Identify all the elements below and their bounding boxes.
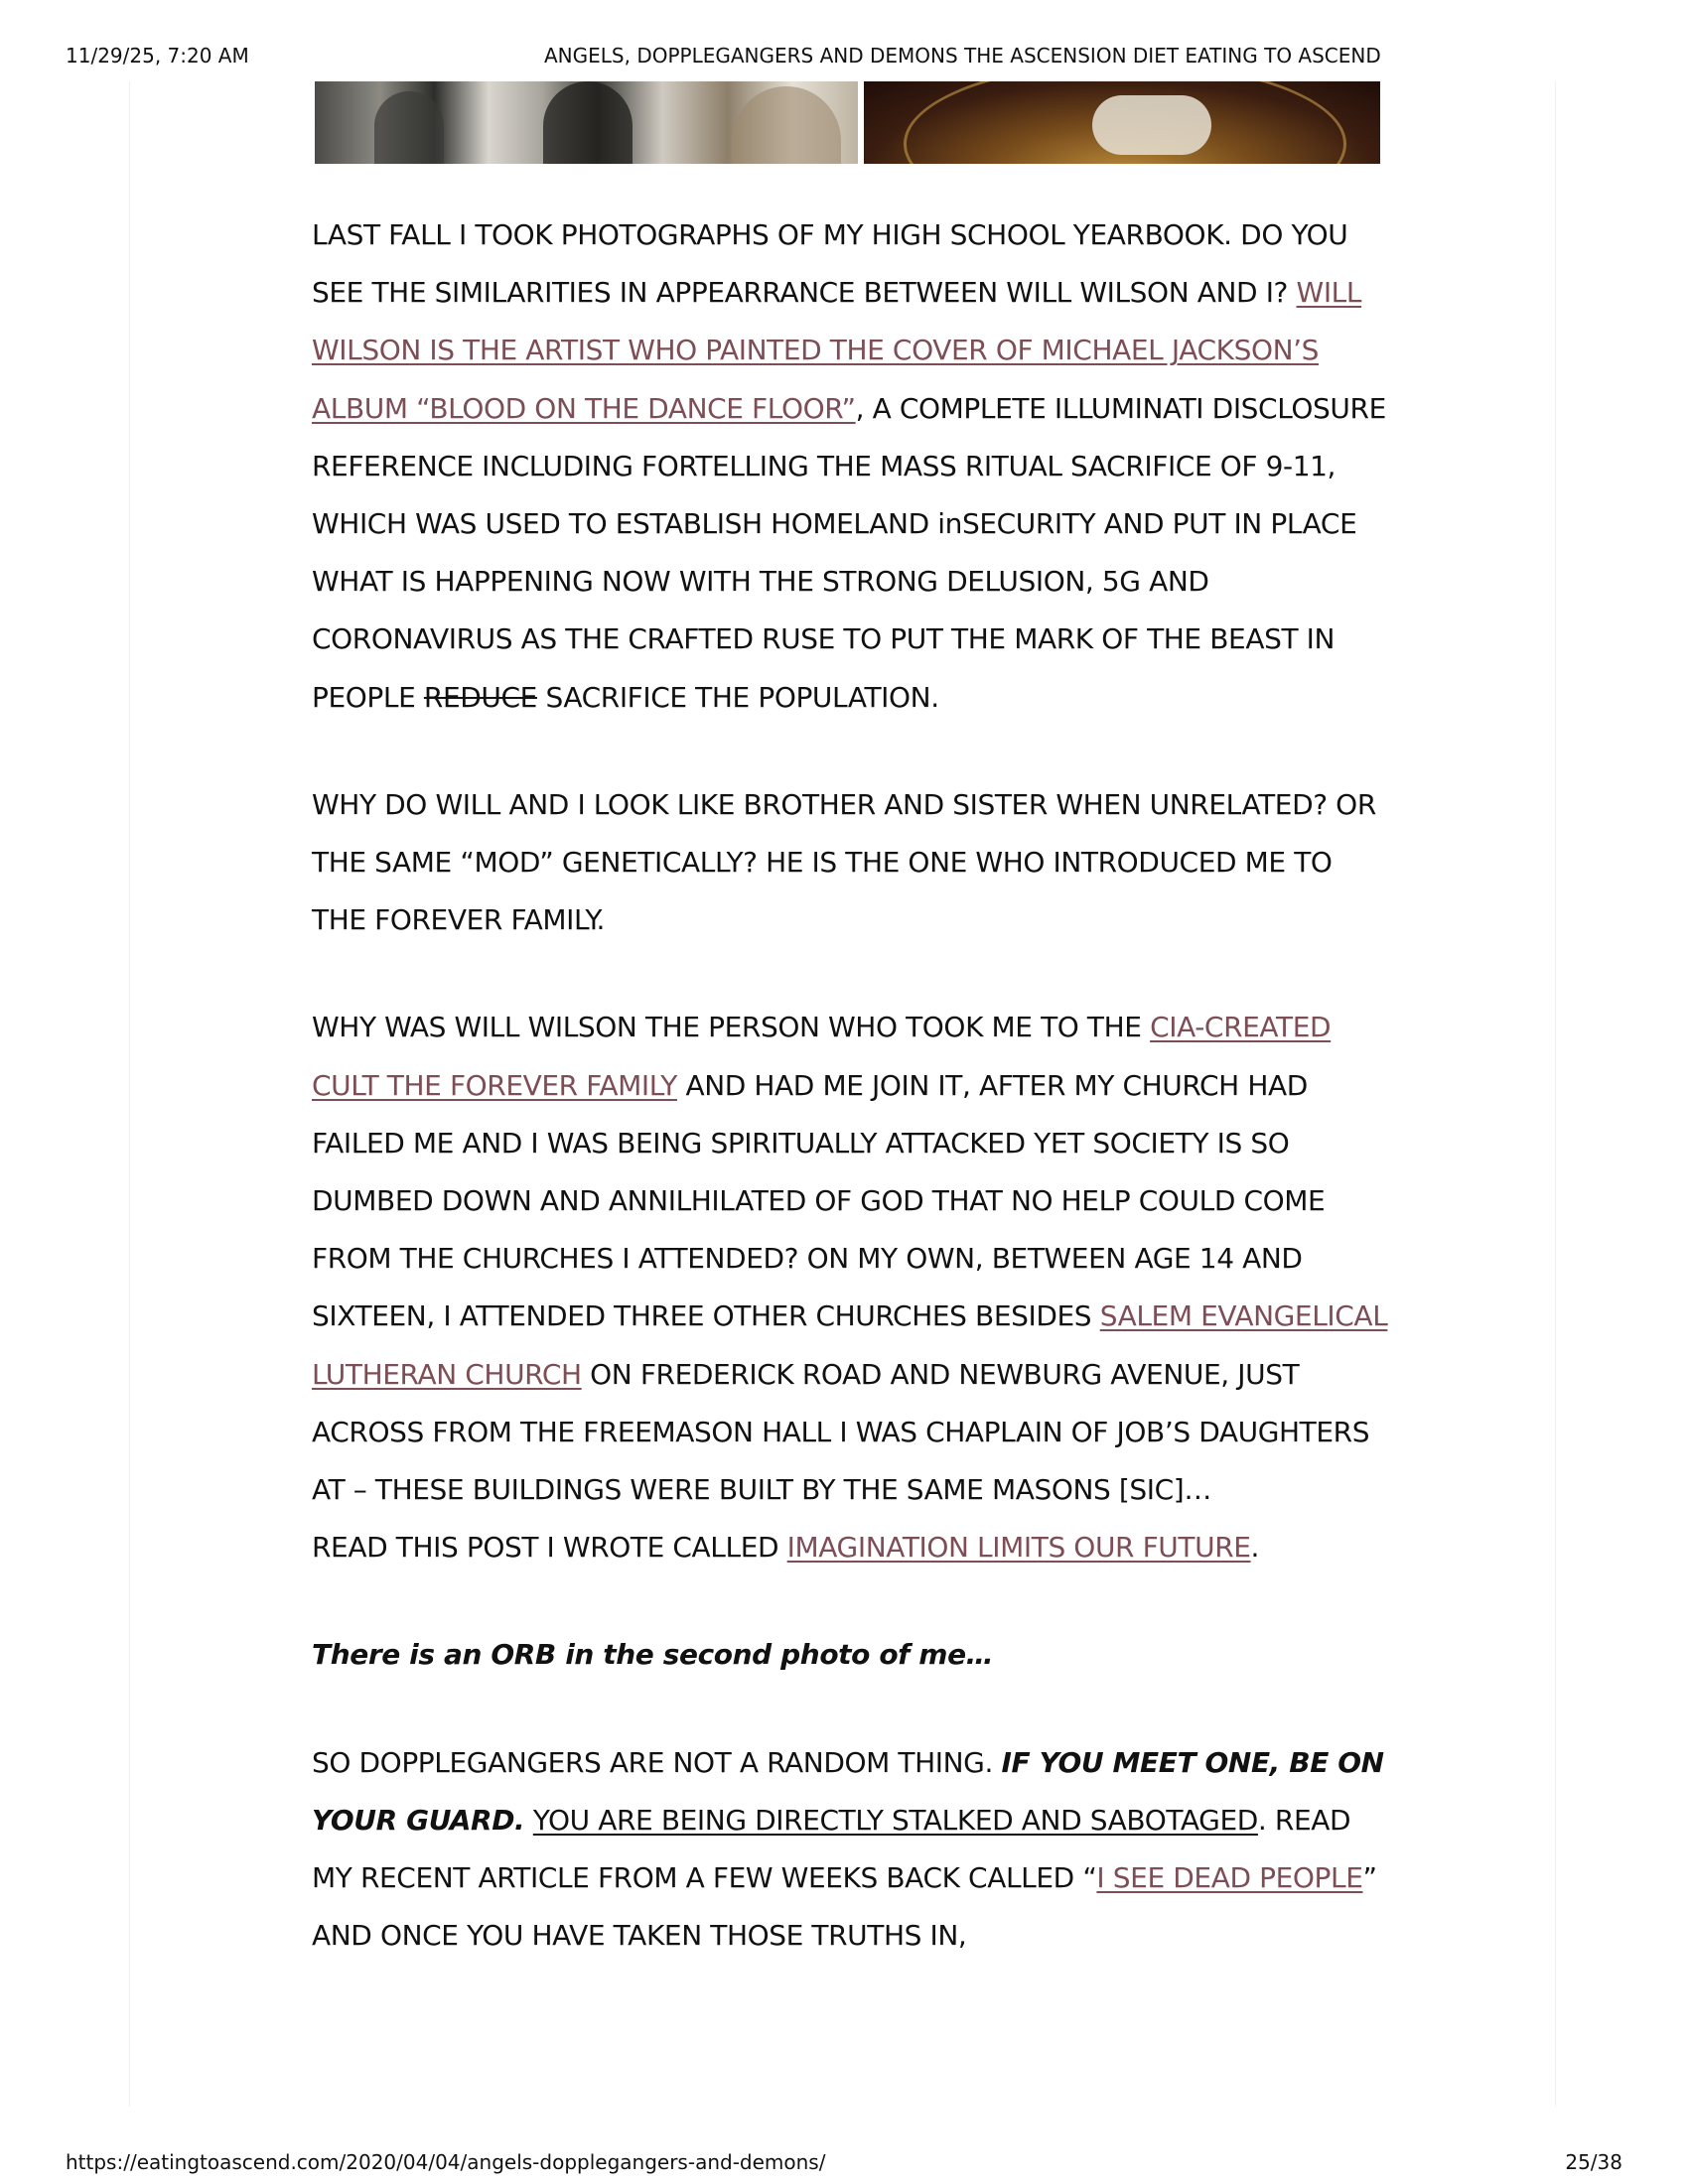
p5-underlined-text: YOU ARE BEING DIRECTLY STALKED AND SABOTAGED [532,1803,1258,1837]
photo-figure-3 [732,86,841,164]
p3-text-5: . [1250,1531,1260,1565]
paragraph-dopplegangers [312,1734,1394,1966]
article-body [312,206,1394,2014]
p1-text-3: SACRIFICE THE POPULATION. [536,680,939,714]
p2-text: WHY DO WILL AND I LOOK LIKE BROTHER AND SISTER WHEN UNRELATED? OR THE SAME “MOD” GENETICALLY? HE IS THE ONE WHO INTRODUCED ME TO THE FOREVER FAMILY. [312,787,1376,937]
photo-figure-1 [374,91,444,164]
orb-caption: There is an ORB in the second photo of me… [312,1638,994,1672]
link-i-see-dead-people[interactable]: I SEE DEAD PEOPLE [1096,1861,1363,1895]
p3-text-4: READ THIS POST I WROTE CALLED [312,1531,787,1565]
print-date: 11/29/25, 7:20 AM [66,44,249,68]
p1-text-2: , A COMPLETE ILLUMINATI DISCLOSURE REFERENCE INCLUDING FORTELLING THE MASS RITUAL SACRIFICE OF 9-11, WHICH WAS USED TO ESTABLISH HOMELAND inSECURITY AND PUT IN PLACE WHAT IS HAPPENING NOW WITH THE STRONG DELUSION, 5G AND CORONAVIRUS AS THE CRAFTED RUSE TO PUT THE MARK OF THE BEAST IN PEOPLE [312,391,1386,714]
p5-text-1: SO DOPPLEGANGERS ARE NOT A RANDOM THING. [312,1745,1002,1779]
paragraph-yearbook [312,206,1394,727]
print-url: https://eatingtoascend.com/2020/04/04/angels-dopplegangers-and-demons/ [66,2150,826,2174]
page-border-left [129,81,130,2107]
strikethrough-reduce: REDUCE [423,680,537,714]
link-salem-church[interactable]: SALEM EVANGELICAL LUTHERAN CHURCH [312,1299,1388,1391]
paragraph-orb [312,1626,1394,1684]
p5-text-4: ” AND ONCE YOU HAVE TAKEN THOSE TRUTHS IN, [312,1861,1377,1953]
p3-text-1: WHY WAS WILL WILSON THE PERSON WHO TOOK ME TO THE [312,1011,1151,1044]
photo-figure-4 [1092,95,1211,155]
paragraph-brother-sister [312,776,1394,950]
link-imagination-limits[interactable]: IMAGINATION LIMITS OUR FUTURE [786,1531,1251,1565]
p3-text-2: AND HAD ME JOIN IT, AFTER MY CHURCH HAD FAILED ME AND I WAS BEING SPIRITUALLY ATTACKED YET SOCIETY IS SO DUMBED DOWN AND ANNILHILATED OF GOD THAT NO HELP COULD COME FROM THE CHURCHES I ATTENDED? ON MY OWN, BETWEEN AGE 14 AND SIXTEEN, I ATTENDED THREE OTHER CHURCHES BESIDES [312,1068,1326,1333]
p1-text-1: LAST FALL I TOOK PHOTOGRAPHS OF MY HIGH SCHOOL YEARBOOK. DO YOU SEE THE SIMILARITIES IN APPEARRANCE BETWEEN WILL WILSON AND I? [312,218,1348,310]
photo-figure-2 [543,81,633,164]
album-cover-photo-right [864,81,1380,164]
yearbook-photo-left [315,81,858,164]
print-footer [0,2150,1688,2178]
p5-bold-warning: IF YOU MEET ONE, BE ON YOUR GUARD. [312,1745,1384,1837]
link-cia-created-cult[interactable]: CIA-CREATED CULT THE FOREVER FAMILY [312,1011,1332,1102]
p5-text-3: . READ MY RECENT ARTICLE FROM A FEW WEEKS BACK CALLED “ [312,1803,1351,1895]
p3-text-3: ON FREDERICK ROAD AND NEWBURG AVENUE, JUST ACROSS FROM THE FREEMASON HALL I WAS CHAPLAIN OF JOB’S DAUGHTERS AT – THESE BUILDINGS WERE BUILT BY THE SAME MASONS [SIC]… [312,1357,1370,1507]
print-header [0,44,1688,71]
page-border-right [1555,81,1556,2107]
paragraph-forever-family [312,999,1394,1576]
p5-text-2 [524,1804,533,1837]
print-page-number: 25/38 [1565,2150,1622,2174]
link-will-wilson-artist[interactable]: WILL WILSON IS THE ARTIST WHO PAINTED THE COVER OF MICHAEL JACKSON’S ALBUM “BLOOD ON THE DANCE FLOOR” [312,276,1362,425]
yearbook-photo-strip [315,81,1380,164]
print-page-title: ANGELS, DOPPLEGANGERS AND DEMONS THE ASCENSION DIET EATING TO ASCEND [544,44,1381,68]
